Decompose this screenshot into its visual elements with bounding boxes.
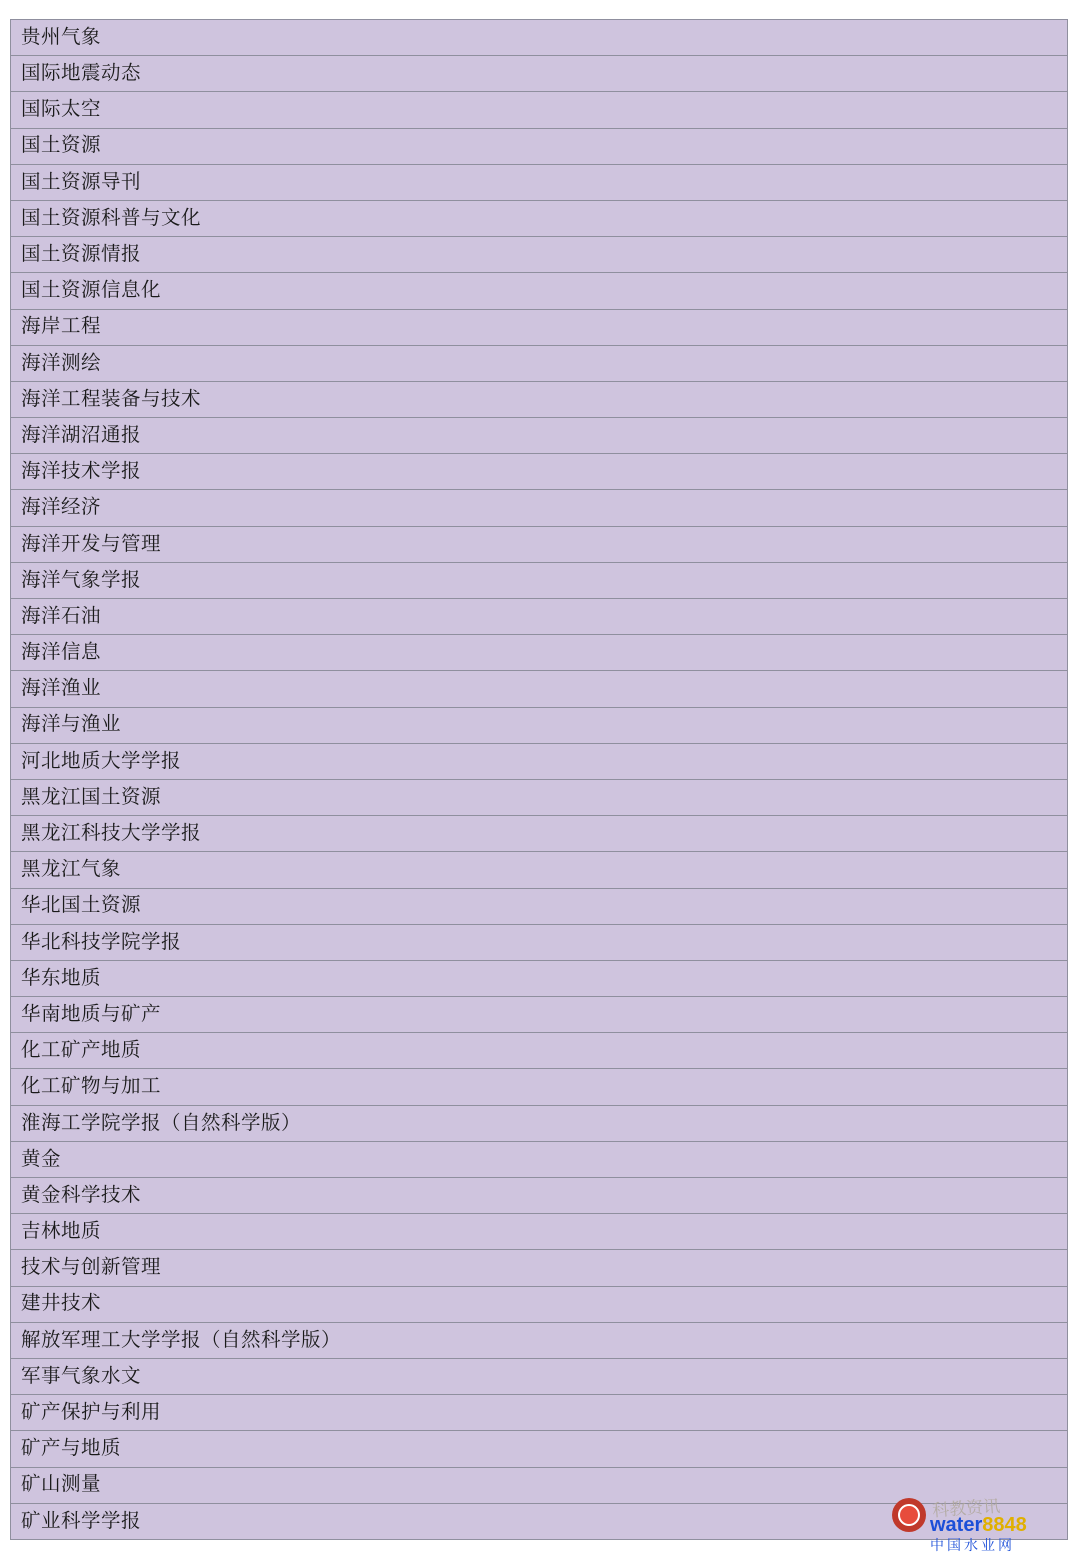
- journal-name-cell: 海岸工程: [11, 309, 1068, 345]
- journal-name-cell: 华北科技学院学报: [11, 924, 1068, 960]
- table-row: [11, 56, 1068, 92]
- table-row: [11, 779, 1068, 815]
- journal-name-cell: 解放军理工大学学报（自然科学版）: [11, 1322, 1068, 1358]
- journal-name-cell: 黄金: [11, 1141, 1068, 1177]
- table-row: [11, 816, 1068, 852]
- watermark-logo-text: 科教资讯: [931, 1496, 1001, 1521]
- journal-name-cell: 国土资源: [11, 128, 1068, 164]
- table-row: [11, 381, 1068, 417]
- table-row: [11, 164, 1068, 200]
- journal-name-cell: 海洋渔业: [11, 671, 1068, 707]
- journal-name-cell: 海洋湖沼通报: [11, 418, 1068, 454]
- journal-name-cell: 黄金科学技术: [11, 1178, 1068, 1214]
- table-row: [11, 1431, 1068, 1467]
- table-row: [11, 20, 1068, 56]
- journal-name-cell: 技术与创新管理: [11, 1250, 1068, 1286]
- journal-name-cell: 黑龙江气象: [11, 852, 1068, 888]
- journal-name-cell: 建井技术: [11, 1286, 1068, 1322]
- journal-name-cell: 贵州气象: [11, 20, 1068, 56]
- journal-name-cell: 河北地质大学学报: [11, 743, 1068, 779]
- journal-name-cell: 海洋开发与管理: [11, 526, 1068, 562]
- table-row: [11, 1503, 1068, 1539]
- journal-name-cell: 海洋信息: [11, 635, 1068, 671]
- journal-name-cell: 国土资源科普与文化: [11, 200, 1068, 236]
- table-row: [11, 490, 1068, 526]
- journal-name-cell: 国土资源导刊: [11, 164, 1068, 200]
- table-row: [11, 1286, 1068, 1322]
- table-row: [11, 237, 1068, 273]
- journal-name-cell: 海洋与渔业: [11, 707, 1068, 743]
- journal-name-cell: 矿山测量: [11, 1467, 1068, 1503]
- journal-name-cell: 化工矿产地质: [11, 1033, 1068, 1069]
- table-row: [11, 418, 1068, 454]
- journal-name-cell: 国土资源情报: [11, 237, 1068, 273]
- table-row: [11, 273, 1068, 309]
- journal-name-cell: 矿业科学学报: [11, 1503, 1068, 1539]
- journal-name-cell: 吉林地质: [11, 1214, 1068, 1250]
- table-row: [11, 1467, 1068, 1503]
- table-row: [11, 1395, 1068, 1431]
- journal-name-cell: 海洋技术学报: [11, 454, 1068, 490]
- table-row: [11, 526, 1068, 562]
- table-row: [11, 128, 1068, 164]
- table-row: [11, 1214, 1068, 1250]
- journal-name-cell: 黑龙江科技大学学报: [11, 816, 1068, 852]
- journal-name-cell: 华南地质与矿产: [11, 997, 1068, 1033]
- journal-name-cell: 淮海工学院学报（自然科学版）: [11, 1105, 1068, 1141]
- journal-name-cell: 海洋经济: [11, 490, 1068, 526]
- table-row: [11, 599, 1068, 635]
- table-row: [11, 960, 1068, 996]
- table-row: [11, 743, 1068, 779]
- table-row: [11, 1141, 1068, 1177]
- table-row: [11, 562, 1068, 598]
- table-row: [11, 454, 1068, 490]
- table-row: [11, 1250, 1068, 1286]
- journal-name-cell: 华东地质: [11, 960, 1068, 996]
- table-row: [11, 852, 1068, 888]
- journal-name-cell: 海洋石油: [11, 599, 1068, 635]
- journal-name-cell: 国土资源信息化: [11, 273, 1068, 309]
- table-row: [11, 635, 1068, 671]
- journal-name-cell: 国际太空: [11, 92, 1068, 128]
- table-row: [11, 1105, 1068, 1141]
- journal-name-cell: 黑龙江国土资源: [11, 779, 1068, 815]
- journal-name-cell: 化工矿物与加工: [11, 1069, 1068, 1105]
- journal-name-cell: 华北国土资源: [11, 888, 1068, 924]
- journal-list-body: [11, 20, 1068, 1540]
- journal-name-cell: 矿产与地质: [11, 1431, 1068, 1467]
- table-row: [11, 924, 1068, 960]
- journal-name-cell: 海洋测绘: [11, 345, 1068, 381]
- table-row: [11, 671, 1068, 707]
- journal-name-cell: 国际地震动态: [11, 56, 1068, 92]
- table-row: [11, 1322, 1068, 1358]
- watermark-subtitle: 中国水业网: [930, 1537, 1015, 1553]
- table-row: [11, 888, 1068, 924]
- table-row: [11, 1358, 1068, 1394]
- table-row: [11, 309, 1068, 345]
- table-row: [11, 92, 1068, 128]
- table-row: [11, 200, 1068, 236]
- journal-name-cell: 海洋气象学报: [11, 562, 1068, 598]
- watermark-brand-number: 8848: [982, 1514, 1027, 1536]
- table-row: [11, 1069, 1068, 1105]
- table-row: [11, 345, 1068, 381]
- journal-list-table: [10, 19, 1068, 1540]
- table-row: [11, 997, 1068, 1033]
- table-row: [11, 1033, 1068, 1069]
- journal-name-cell: 军事气象水文: [11, 1358, 1068, 1394]
- journal-name-cell: 矿产保护与利用: [11, 1395, 1068, 1431]
- table-row: [11, 707, 1068, 743]
- watermark-brand-word: water: [930, 1514, 983, 1536]
- journal-name-cell: 海洋工程装备与技术: [11, 381, 1068, 417]
- table-row: [11, 1178, 1068, 1214]
